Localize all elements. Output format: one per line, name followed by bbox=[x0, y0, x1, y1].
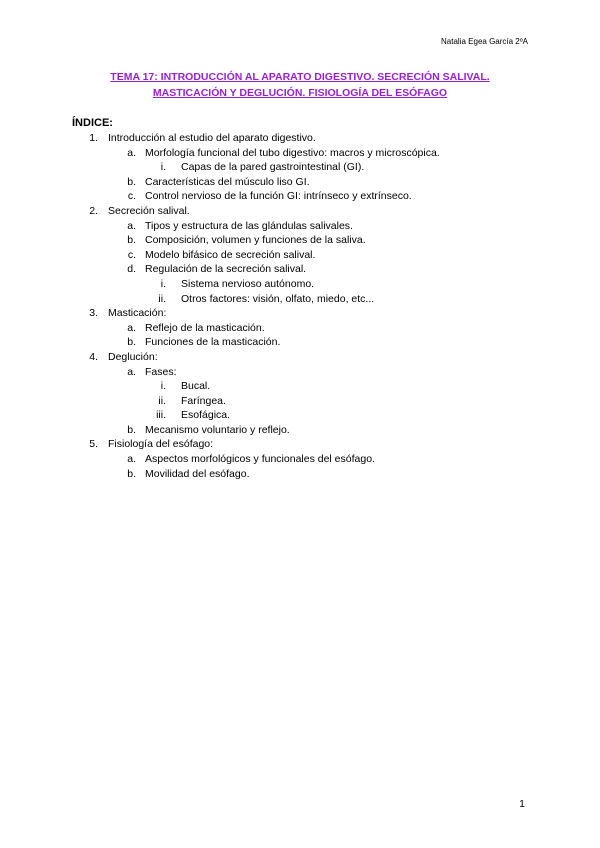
toc-item-text: Control nervioso de la función GI: intrínseco y extrínseco. bbox=[145, 190, 412, 203]
toc-item-text: Otros factores: visión, olfato, miedo, etc... bbox=[181, 292, 375, 305]
toc-item-text: Fases: bbox=[145, 365, 177, 378]
toc-item-level-2 bbox=[0, 189, 600, 204]
toc-item-marker: ii. bbox=[158, 394, 166, 407]
toc-item-marker: c. bbox=[127, 248, 136, 261]
toc-item-marker: 2. bbox=[89, 204, 98, 217]
toc-item-level-3 bbox=[0, 379, 600, 394]
toc-item-text: Características del músculo liso GI. bbox=[145, 175, 310, 188]
toc-item-text: Fisiología del esófago: bbox=[108, 438, 214, 451]
table-of-contents bbox=[0, 131, 600, 481]
toc-item-marker: 3. bbox=[89, 307, 98, 320]
toc-item-text: Bucal. bbox=[181, 380, 211, 393]
toc-item-level-3 bbox=[0, 408, 600, 423]
toc-item-level-2 bbox=[0, 335, 600, 350]
toc-item-text: Regulación de la secreción salival. bbox=[145, 263, 307, 276]
toc-item-level-2 bbox=[0, 248, 600, 263]
toc-item-marker: i. bbox=[160, 161, 166, 174]
title-line-1: TEMA 17: INTRODUCCIÓN AL APARATO DIGESTIVO. SECRECIÓN SALIVAL. bbox=[110, 71, 490, 83]
toc-item-text: Movilidad del esófago. bbox=[145, 467, 250, 480]
header-author: Natalia Egea García 2ºA bbox=[441, 37, 528, 46]
toc-item-level-1 bbox=[0, 437, 600, 452]
toc-item-marker: b. bbox=[127, 175, 136, 188]
toc-item-marker: b. bbox=[127, 234, 136, 247]
toc-item-level-1 bbox=[0, 306, 600, 321]
toc-item-level-2 bbox=[0, 467, 600, 482]
toc-item-marker: 5. bbox=[89, 438, 98, 451]
toc-item-text: Sistema nervioso autónomo. bbox=[181, 277, 315, 290]
toc-item-marker: b. bbox=[127, 467, 136, 480]
toc-item-level-3 bbox=[0, 394, 600, 409]
toc-item-marker: a. bbox=[127, 453, 136, 466]
toc-item-text: Tipos y estructura de las glándulas salivales. bbox=[145, 219, 353, 232]
toc-item-level-2 bbox=[0, 365, 600, 380]
toc-item-text: Deglución: bbox=[108, 350, 158, 363]
toc-item-marker: a. bbox=[127, 219, 136, 232]
toc-item-text: Morfología funcional del tubo digestivo: macros y microscópica. bbox=[145, 146, 440, 159]
toc-item-text: Funciones de la masticación. bbox=[145, 336, 281, 349]
toc-item-marker: 1. bbox=[89, 132, 98, 144]
document-title bbox=[60, 69, 540, 101]
toc-item-text: Aspectos morfológicos y funcionales del esófago. bbox=[145, 453, 375, 466]
toc-item-text: Masticación: bbox=[108, 307, 167, 320]
toc-item-level-3 bbox=[0, 160, 600, 175]
toc-item-level-3 bbox=[0, 277, 600, 292]
toc-item-level-2 bbox=[0, 146, 600, 161]
toc-item-marker: a. bbox=[127, 146, 136, 159]
toc-item-level-1 bbox=[0, 204, 600, 219]
toc-item-text: Introducción al estudio del aparato digestivo. bbox=[108, 132, 316, 144]
toc-item-text: Composición, volumen y funciones de la saliva. bbox=[145, 234, 366, 247]
toc-item-level-2 bbox=[0, 321, 600, 336]
page-number: 1 bbox=[519, 798, 525, 810]
toc-item-level-1 bbox=[0, 131, 600, 146]
toc-item-marker: b. bbox=[127, 423, 136, 436]
toc-item-marker: a. bbox=[127, 365, 136, 378]
index-heading: ÍNDICE: bbox=[72, 117, 113, 129]
toc-item-text: Mecanismo voluntario y reflejo. bbox=[145, 423, 290, 436]
toc-item-text: Faríngea. bbox=[181, 394, 226, 407]
toc-item-marker: 4. bbox=[89, 350, 98, 363]
toc-item-level-3 bbox=[0, 292, 600, 307]
toc-item-level-2 bbox=[0, 452, 600, 467]
toc-item-marker: i. bbox=[160, 277, 166, 290]
toc-item-marker: i. bbox=[160, 380, 166, 393]
toc-item-level-2 bbox=[0, 175, 600, 190]
toc-item-marker: ii. bbox=[158, 292, 166, 305]
toc-item-text: Capas de la pared gastrointestinal (GI). bbox=[181, 161, 365, 174]
toc-item-marker: c. bbox=[127, 190, 136, 203]
toc-item-text: Secreción salival. bbox=[108, 204, 190, 217]
toc-item-text: Reflejo de la masticación. bbox=[145, 321, 265, 334]
toc-item-level-2 bbox=[0, 423, 600, 438]
toc-item-text: Esofágica. bbox=[181, 409, 231, 422]
toc-item-text: Modelo bifásico de secreción salival. bbox=[145, 248, 316, 261]
toc-item-level-2 bbox=[0, 233, 600, 248]
toc-item-level-2 bbox=[0, 219, 600, 234]
toc-item-level-1 bbox=[0, 350, 600, 365]
toc-item-marker: iii. bbox=[156, 409, 166, 422]
toc-item-level-2 bbox=[0, 262, 600, 277]
toc-item-marker: b. bbox=[127, 336, 136, 349]
title-line-2: MASTICACIÓN Y DEGLUCIÓN. FISIOLOGÍA DEL ESÓFAGO bbox=[152, 87, 448, 99]
toc-item-marker: d. bbox=[127, 263, 136, 276]
toc-item-marker: a. bbox=[127, 321, 136, 334]
